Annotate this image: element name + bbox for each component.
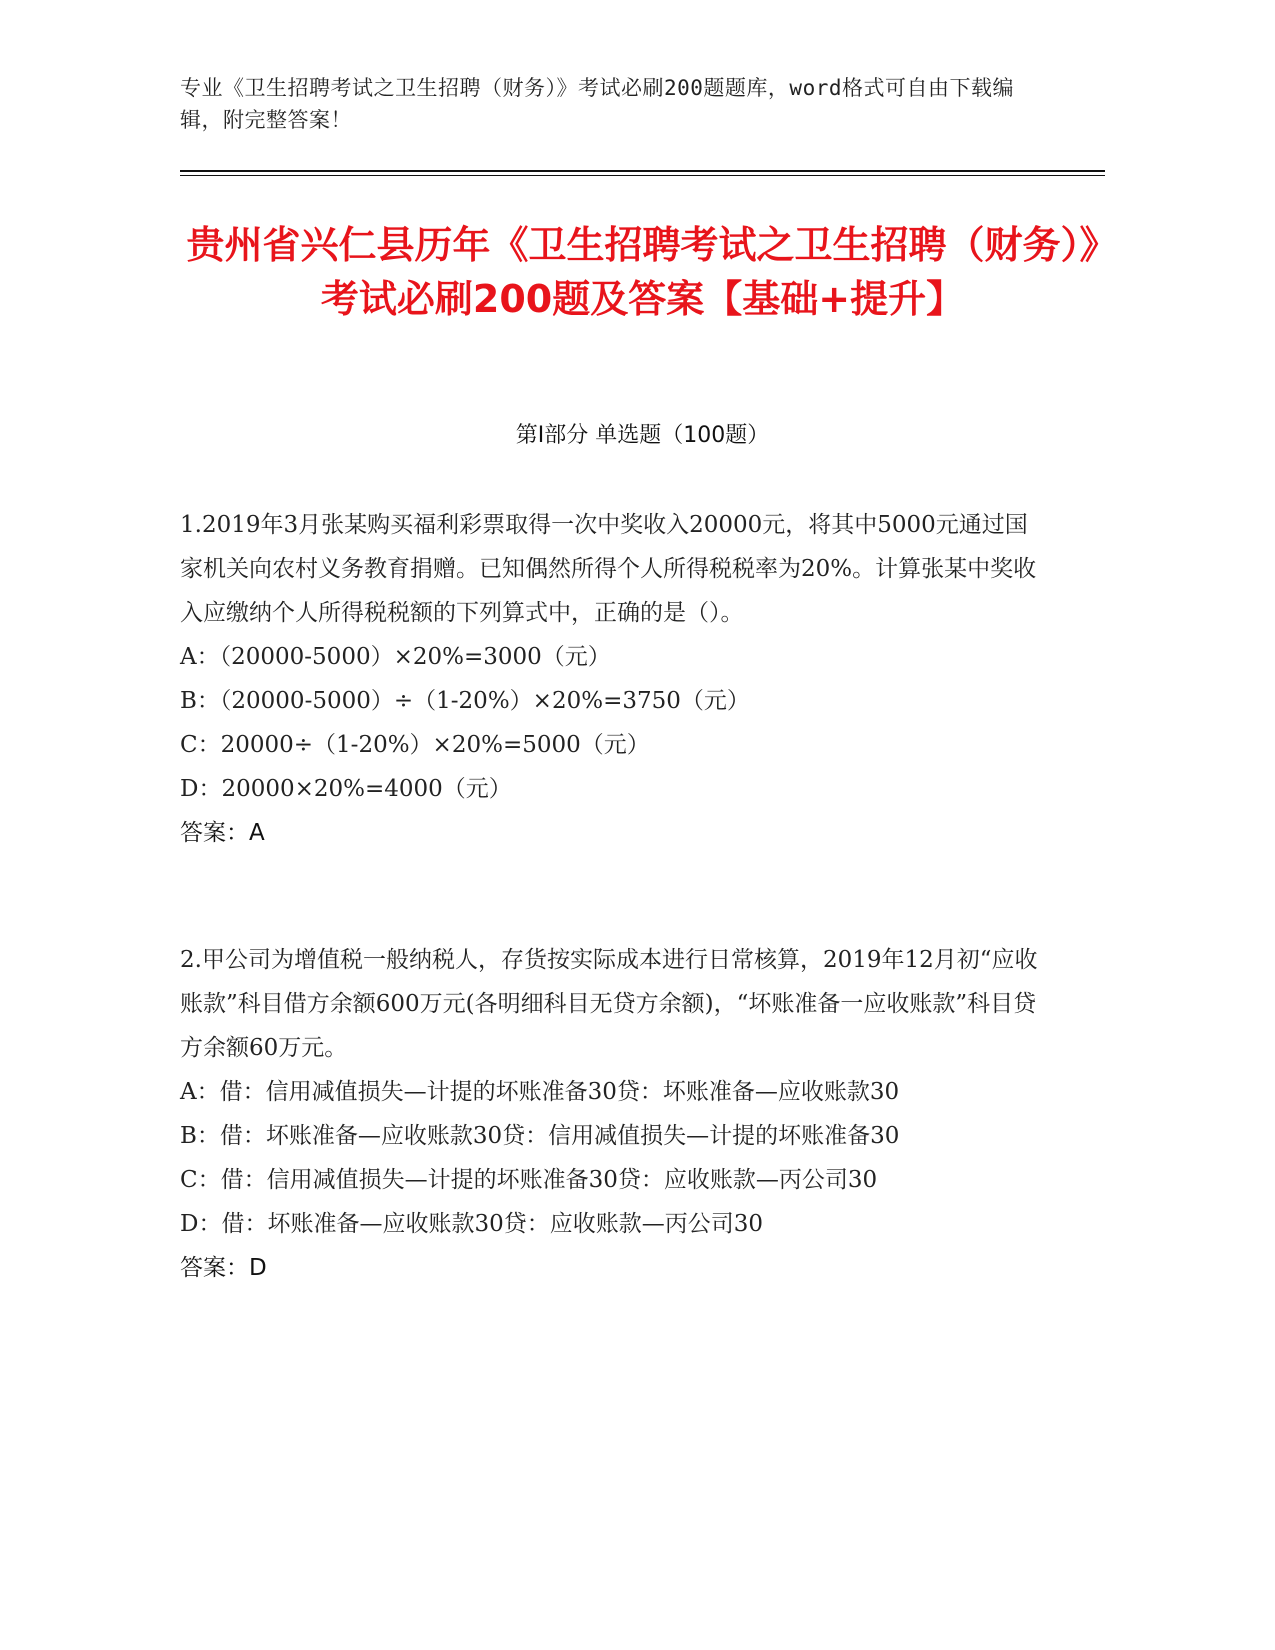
option-c: C：20000÷（1-20%）×20%=5000（元）	[180, 732, 650, 758]
question-stem: 1.2019年3月张某购买福利彩票取得一次中奖收入20000元，将其中5000元通过国家机关向农村义务教育捐赠。已知偶然所得个人所得税税率为20%。计算张某中奖收入应缴纳个人所得税税额的下列算式中，正确的是（）。	[180, 512, 1037, 626]
option-b: B：（20000-5000）÷（1-20%）×20%=3750（元）	[180, 688, 750, 714]
option-d: D：借：坏账准备—应收账款30贷：应收账款—丙公司30	[180, 1211, 763, 1237]
option-c: C：借：信用减值损失—计提的坏账准备30贷：应收账款—丙公司30	[180, 1167, 878, 1193]
question-stem: 2.甲公司为增值税一般纳税人，存货按实际成本进行日常核算，2019年12月初“应收账款”科目借方余额600万元(各明细科目无贷方余额)，“坏账准备一应收账款”科目贷方余额60万元。	[180, 947, 1038, 1061]
header-note: 专业《卫生招聘考试之卫生招聘（财务）》考试必刷200题题库，word格式可自由下载编辑，附完整答案！	[180, 76, 1014, 132]
header-rule-thin	[180, 175, 1105, 176]
option-d: D：20000×20%=4000（元）	[180, 776, 512, 802]
option-a: A：（20000-5000）×20%=3000（元）	[180, 644, 611, 670]
question-1	[180, 503, 1040, 855]
answer: 答案：D	[180, 1255, 267, 1281]
section-heading: 第I部分 单选题（100题）	[515, 423, 770, 448]
question-2	[180, 938, 1040, 1290]
header-rule-thick	[180, 170, 1105, 172]
option-a: A：借：信用减值损失—计提的坏账准备30贷：坏账准备—应收账款30	[180, 1079, 900, 1105]
document-title: 贵州省兴仁县历年《卫生招聘考试之卫生招聘（财务）》考试必刷200题及答案【基础+提升】	[186, 223, 1099, 321]
answer: 答案：A	[180, 820, 265, 846]
option-b: B：借：坏账准备—应收账款30贷：信用减值损失—计提的坏账准备30	[180, 1123, 900, 1149]
